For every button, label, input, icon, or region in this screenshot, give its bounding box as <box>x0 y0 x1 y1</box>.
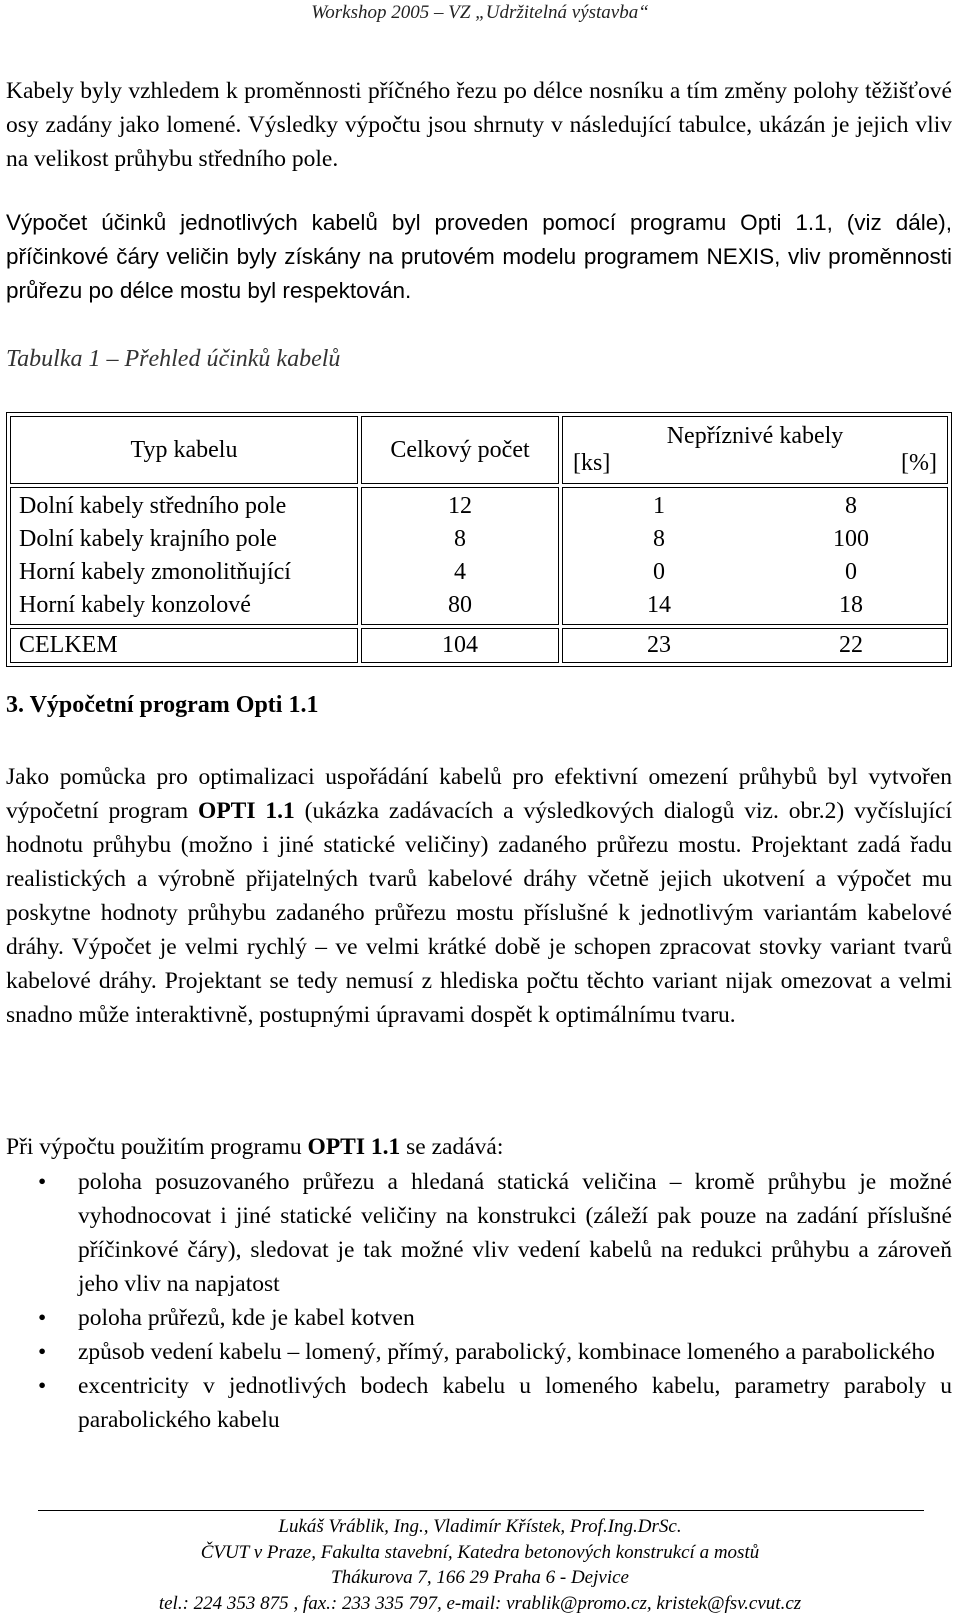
page-footer <box>0 1514 960 1616</box>
row-type: Dolní kabely krajního pole <box>19 526 277 552</box>
row-total: 80 <box>448 592 472 618</box>
list-item-text: poloha průřezů, kde je kabel kotven <box>78 1305 415 1331</box>
header-total: Celkový počet <box>361 416 559 484</box>
footer-institution: ČVUT v Praze, Fakulta stavební, Katedra betonových konstrukcí a mostů <box>200 1541 760 1563</box>
bullet-list <box>6 1165 952 1437</box>
col-total-cell <box>361 487 559 625</box>
paragraph-3-text-b: (ukázka zadávacích a výsledkových dialogů viz. obr.2) vyčíslující hodnotu průhybu (možno i jiné statické veličiny) zadaného průřezu mostu. Projektant zadá řadu realistických a výrobně přijatelných tvarů kabelové dráhy včetně jejich ukotvení a výpočet mu poskytne hodnoty průhybu zadaného průřezu mostu příslušné k jednotlivým variantám kabelové dráhy. Výpočet je velmi rychlý – ve velmi krátké době je schopen zpracovat stovky variant tvarů kabelové dráhy. Projektant se tedy nemusí z hlediska počtu těchto variant nijak omezovat a velmi snadno může interaktivně, postupnými úpravami dospět k optimálnímu tvaru. <box>6 798 952 1028</box>
sum-type: CELKEM <box>10 628 358 663</box>
row-total: 12 <box>448 493 472 519</box>
list-item-text: excentricity v jednotlivých bodech kabelu u lomeného kabelu, parametry paraboly u parabolického kabelu <box>78 1373 952 1433</box>
row-type: Horní kabely konzolové <box>19 592 251 618</box>
sum-total: 104 <box>361 628 559 663</box>
paragraph-2: Výpočet účinků jednotlivých kabelů byl proveden pomocí programu Opti 1.1, (viz dále), příčinkové čáry veličin byly získány na prutovém modelu programem NEXIS, vliv proměnnosti průřezu po délce mostu byl respektován. <box>6 210 952 303</box>
footer-authors: Lukáš Vráblik, Ing., Vladimír Křístek, Prof.Ing.DrSc. <box>278 1516 682 1537</box>
row-pct: 8 <box>845 493 857 519</box>
bullet-icon: • <box>38 1339 47 1365</box>
cable-table <box>6 412 952 667</box>
bullet-icon: • <box>38 1169 47 1195</box>
table-sum-row <box>10 628 948 663</box>
list-item-text: poloha posuzovaného průřezu a hledaná statická veličina – kromě průhybu je možné vyhodnocovat i jiné statické veličiny na konstrukci (záleží pak pouze na zadání příslušné příčinkové čáry), sledovat je tak možné vliv vedení kabelů na redukci průhybu a zároveň jeho vliv na napjatost <box>78 1169 952 1297</box>
table-row <box>563 556 947 589</box>
unit-pct: [%] <box>901 450 937 476</box>
table-row <box>563 490 947 523</box>
paragraph-3-text-a: Jako pomůcka pro optimalizaci uspořádání kabelů pro efektivní omezení průhybů byl vytvořen výpočetní program <box>6 764 952 824</box>
row-pct: 0 <box>845 559 857 585</box>
row-total: 8 <box>454 526 466 552</box>
row-total: 4 <box>454 559 466 585</box>
sum-unfavourable <box>562 628 948 663</box>
paragraph-3 <box>6 760 952 1032</box>
list-item <box>6 1165 952 1301</box>
footer-address: Thákurova 7, 166 29 Praha 6 - Dejvice <box>331 1567 629 1588</box>
page-header: Workshop 2005 – VZ „Udržitelná výstavba“ <box>311 2 649 23</box>
header-units <box>569 450 941 477</box>
paragraph-4-program-name: OPTI 1.1 <box>307 1134 401 1160</box>
table-row <box>563 523 947 556</box>
paragraph-4 <box>6 1130 952 1164</box>
col-type-cell <box>10 487 358 625</box>
table-header-row <box>10 416 948 484</box>
paragraph-3-program-name: OPTI 1.1 <box>198 798 295 824</box>
paragraph-4-text-a: Při výpočtu použitím programu <box>6 1134 308 1160</box>
footer-contact: tel.: 224 353 875 , fax.: 233 335 797, e-mail: vrablik@promo.cz, kristek@fsv.cvut.cz <box>158 1592 802 1614</box>
bullet-icon: • <box>38 1305 47 1331</box>
list-item <box>6 1369 952 1437</box>
row-ks: 14 <box>647 592 671 618</box>
list-item <box>6 1335 952 1369</box>
col-unfavourable-cell <box>562 487 948 625</box>
sum-pct: 22 <box>839 632 863 658</box>
table-caption: Tabulka 1 – Přehled účinků kabelů <box>6 346 341 372</box>
row-ks: 8 <box>653 526 665 552</box>
section-heading: 3. Výpočetní program Opti 1.1 <box>6 692 319 718</box>
row-type: Dolní kabely středního pole <box>19 493 287 519</box>
table-body <box>10 487 948 625</box>
table-row <box>563 589 947 622</box>
row-pct: 100 <box>833 526 869 552</box>
paragraph-1: Kabely byly vzhledem k proměnnosti příčného řezu po délce nosníku a tím změny polohy těžišťové osy zadány jako lomené. Výsledky výpočtu jsou shrnuty v následující tabulce, ukázán je jejich vliv na velikost průhybu středního pole. <box>6 78 952 172</box>
list-item-text: způsob vedení kabelu – lomený, přímý, parabolický, kombinace lomeného a parabolického <box>78 1339 935 1365</box>
row-ks: 0 <box>653 559 665 585</box>
bullet-icon: • <box>38 1373 47 1399</box>
header-unfavourable-label: Nepříznivé kabely <box>666 423 844 449</box>
sum-ks: 23 <box>647 632 671 658</box>
footer-divider <box>38 1510 924 1511</box>
header-unfavourable <box>562 416 948 484</box>
row-ks: 1 <box>653 493 665 519</box>
unit-ks: [ks] <box>573 450 611 476</box>
sum-values <box>563 629 947 662</box>
row-type: Horní kabely zmonolitňující <box>19 559 291 585</box>
row-pct: 18 <box>839 592 863 618</box>
paragraph-4-text-b: se zadává: <box>400 1134 504 1160</box>
list-item <box>6 1301 952 1335</box>
header-type: Typ kabelu <box>10 416 358 484</box>
